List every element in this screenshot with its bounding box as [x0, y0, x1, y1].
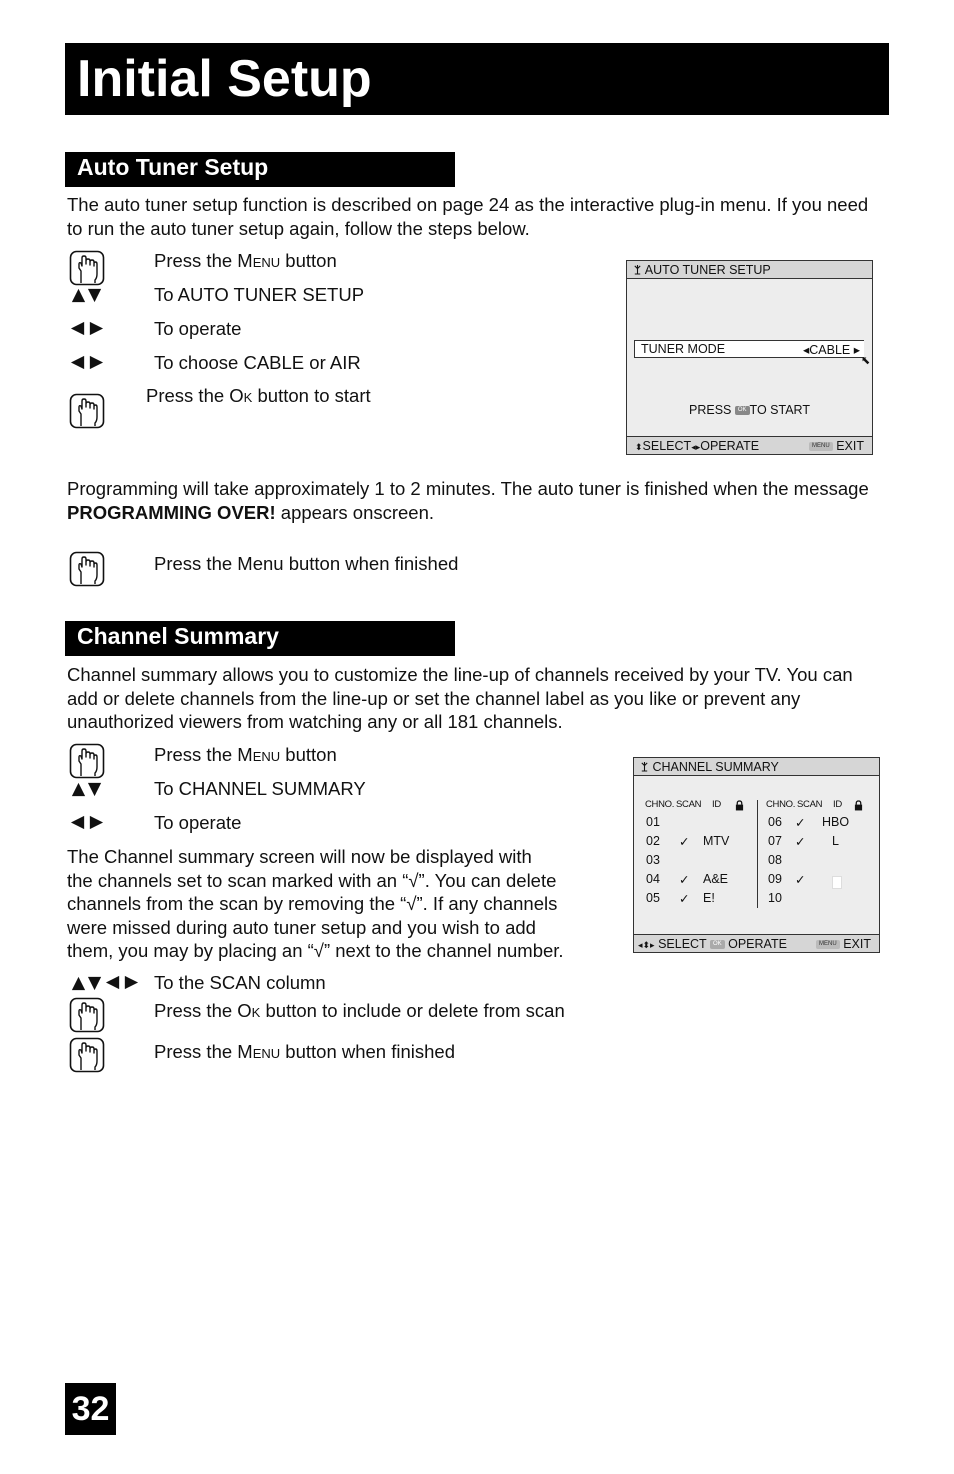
step-to-auto-tuner: To AUTO TUNER SETUP [154, 284, 365, 305]
channel-number: 08 [768, 853, 782, 867]
screen-title: AUTO TUNER SETUP [644, 263, 771, 277]
footer-text: OPERATE [700, 439, 760, 453]
col-id: ID [833, 799, 842, 810]
menu-key-label: Menu [237, 1041, 281, 1062]
body-line: the channels set to scan marked with an “√”. You can delete [67, 869, 557, 891]
channel-number: 02 [646, 834, 660, 848]
footer-text: EXIT [836, 439, 864, 453]
step-to-channel-summary: To CHANNEL SUMMARY [154, 778, 366, 799]
screen-header [634, 758, 879, 776]
scan-check[interactable]: ✓ [795, 873, 806, 887]
screen-footer [634, 934, 879, 952]
cursor-icon: ⬉ [861, 355, 871, 367]
step-text: Press the [146, 385, 230, 406]
hand-remote-icon [69, 250, 105, 286]
col-id: ID [712, 799, 721, 810]
step-to-operate: To operate [154, 812, 242, 833]
col-scan: SCAN [676, 799, 702, 810]
col-chno: CHNO. [645, 799, 675, 810]
channel-number: 01 [646, 815, 660, 829]
antenna-icon [640, 761, 649, 772]
step-press-menu-finish [154, 1041, 455, 1063]
auto-tuner-heading: Auto Tuner Setup [65, 152, 455, 187]
hand-remote-icon [69, 997, 105, 1033]
channel-number: 06 [768, 815, 782, 829]
tuner-mode-value[interactable]: ◂CABLE ▸ [802, 343, 860, 357]
hand-remote-icon [69, 393, 105, 429]
channel-id: MTV [703, 834, 730, 848]
footer-exit [816, 935, 871, 953]
tuner-mode-text: CABLE [809, 343, 851, 357]
ok-key-label: Ok [229, 385, 253, 406]
programming-note [67, 477, 887, 524]
channel-id: A&E [703, 872, 729, 886]
channel-number: 05 [646, 891, 660, 905]
table-row[interactable] [646, 834, 751, 853]
channel-summary-body [67, 845, 607, 963]
step-press-ok [146, 385, 371, 407]
footer-text: SELECT [642, 439, 692, 453]
tuner-mode-row[interactable] [634, 340, 864, 358]
body-line: The Channel summary screen will now be displayed with [67, 846, 532, 867]
tuner-mode-label: TUNER MODE [641, 342, 726, 356]
channel-id: E! [703, 891, 715, 905]
left-right-arrows-icon [68, 320, 106, 337]
step-text: Press the [154, 744, 238, 765]
step-text: button to include or delete from scan [260, 1000, 565, 1021]
press-text: TO START [749, 403, 810, 417]
step-text: Press the [154, 1041, 238, 1062]
press-to-start [627, 403, 872, 417]
hand-remote-icon [69, 551, 105, 587]
screen-title: CHANNEL SUMMARY [652, 760, 779, 774]
lock-icon [735, 800, 744, 811]
step-text: Press the [154, 1000, 238, 1021]
table-row[interactable] [646, 815, 751, 834]
step-text: button [280, 250, 337, 271]
col-chno: CHNO. [766, 799, 796, 810]
note-bold: PROGRAMMING OVER! [67, 501, 276, 523]
channel-id: L [832, 834, 839, 848]
left-right-arrows-icon [68, 814, 106, 831]
step-finish: Press the Menu button when finished [154, 553, 459, 574]
up-down-arrows-icon [70, 781, 104, 798]
step-to-operate: To operate [154, 318, 242, 339]
channel-number: 07 [768, 834, 782, 848]
channel-summary-screen [633, 757, 880, 953]
footer-exit [809, 437, 864, 455]
table-row[interactable] [768, 815, 873, 834]
step-text: button to start [252, 385, 371, 406]
left-channel-list [646, 815, 751, 910]
ok-chip: OK [735, 406, 750, 415]
menu-chip: MENU [809, 442, 833, 451]
footer-select: ◂⬍▸ SELECT OK OPERATE [638, 937, 787, 951]
table-row[interactable] [768, 872, 873, 891]
hand-remote-icon [69, 743, 105, 779]
table-row[interactable] [646, 872, 751, 891]
auto-tuner-screen [626, 260, 873, 455]
body-line: were missed during auto tuner setup and you wish to add [67, 916, 536, 938]
scan-check[interactable]: ✓ [679, 873, 690, 887]
press-text: PRESS [689, 403, 732, 417]
note-text: Programming will take approximately 1 to 2 minutes. The auto tuner is finished when the message [67, 478, 869, 499]
footer-select: ⬍SELECT◂▸OPERATE [635, 439, 760, 453]
id-cursor-box [832, 876, 842, 889]
ok-key-label: Ok [237, 1000, 261, 1021]
step-to-scan-column: To the SCAN column [154, 972, 326, 993]
channel-number: 04 [646, 872, 660, 886]
body-line: channels from the scan by removing the “√”. If any channels [67, 893, 558, 914]
footer-text: EXIT [843, 937, 871, 951]
step-press-menu [154, 250, 337, 272]
scan-check[interactable]: ✓ [679, 892, 690, 906]
page-title: Initial Setup [65, 43, 889, 115]
up-down-arrows-icon [70, 287, 104, 304]
screen-header [627, 261, 872, 279]
footer-text: SELECT [658, 937, 707, 951]
step-text: button [280, 744, 337, 765]
step-text: Press the [154, 250, 238, 271]
scan-check[interactable]: ✓ [795, 835, 806, 849]
menu-key-label: Menu [237, 744, 281, 765]
body-line: them, you may by placing an “√” next to the channel number. [67, 940, 564, 961]
note-text: appears onscreen. [275, 501, 435, 523]
channel-number: 10 [768, 891, 782, 905]
column-divider [757, 800, 758, 908]
table-row[interactable] [646, 891, 751, 910]
lock-icon [854, 800, 863, 811]
table-row[interactable] [646, 853, 751, 872]
scan-check[interactable]: ✓ [679, 835, 690, 849]
channel-summary-heading: Channel Summary [65, 621, 455, 656]
right-channel-list [768, 815, 873, 910]
step-text: button when finished [280, 1041, 456, 1062]
table-row[interactable] [768, 891, 873, 910]
left-right-arrows-icon [103, 974, 141, 991]
channel-id: HBO [822, 815, 850, 829]
left-right-arrows-icon [68, 354, 106, 371]
scan-check[interactable]: ✓ [795, 816, 806, 830]
antenna-icon [633, 264, 642, 275]
step-press-ok [154, 1000, 565, 1022]
page-number: 32 [65, 1383, 116, 1435]
table-row[interactable] [768, 834, 873, 853]
table-row[interactable] [768, 853, 873, 872]
col-scan: SCAN [797, 799, 823, 810]
channel-number: 03 [646, 853, 660, 867]
step-press-menu [154, 744, 337, 766]
screen-footer [627, 436, 872, 454]
footer-text: OPERATE [728, 937, 787, 951]
menu-key-label: Menu [237, 250, 281, 271]
menu-chip: MENU [816, 940, 840, 949]
channel-summary-intro: Channel summary allows you to customize the line-up of channels received by your TV. You can add or delete channels from the line-up or set the channel label as you like or prevent any unauthorized viewers from watching any or all 181 channels. [67, 664, 853, 732]
step-choose-cable-air: To choose CABLE or AIR [154, 352, 361, 373]
channel-number: 09 [768, 872, 782, 886]
ok-chip: OK [710, 940, 725, 949]
auto-tuner-intro: The auto tuner setup function is described on page 24 as the interactive plug-in menu. If you need to run the auto tuner setup again, follow the steps below. [67, 194, 869, 239]
up-down-arrows-icon [70, 975, 104, 992]
hand-remote-icon [69, 1037, 105, 1073]
